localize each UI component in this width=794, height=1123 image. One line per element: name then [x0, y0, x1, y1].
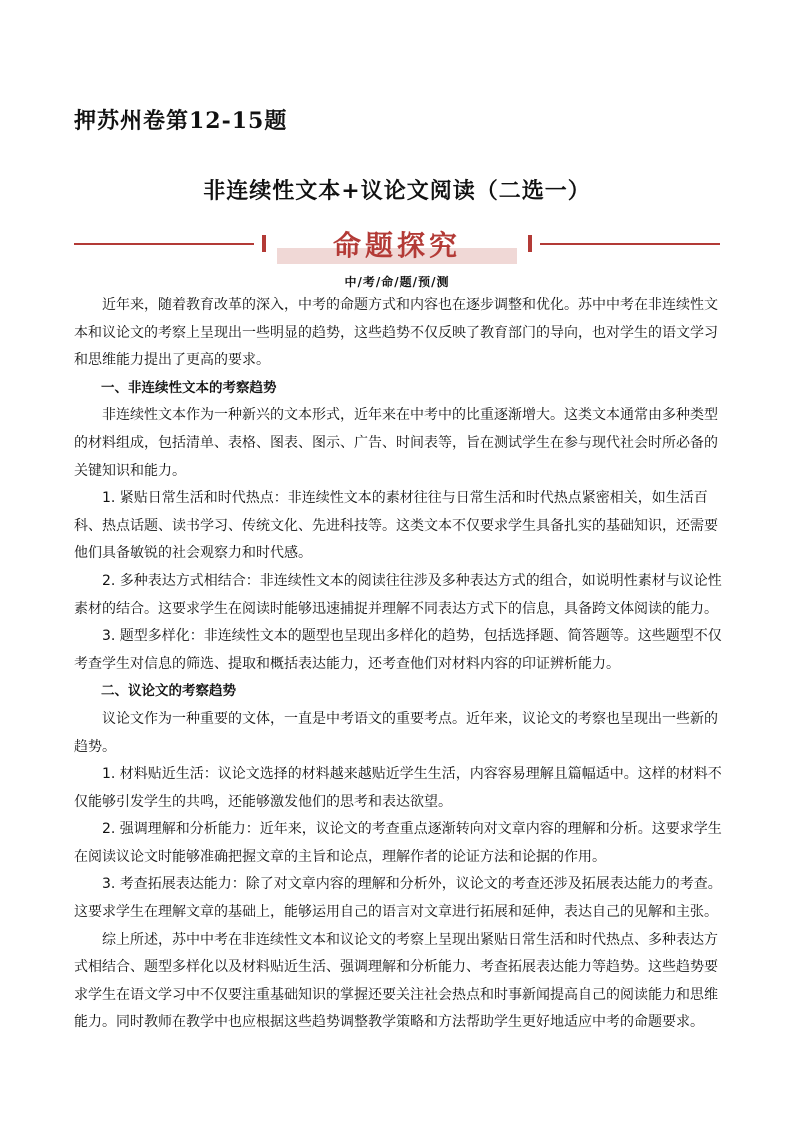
banner-subheading: 中/考/命/题/预/测 — [344, 275, 450, 289]
section-banner — [74, 228, 720, 268]
list-item: 3. 考查拓展表达能力：除了对文章内容的理解和分析外，议论文的考查还涉及拓展表达能力的考查。这要求学生在理解文章的基础上，能够运用自己的语言对文章进行拓展和延伸，表达自己的见解和主张。 — [74, 876, 722, 921]
conclusion-paragraph: 综上所述，苏中中考在非连续性文本和议论文的考察上呈现出紧贴日常生活和时代热点、多种表达方式相结合、题型多样化以及材料贴近生活、强调理解和分析能力、考查拓展表达能力等趋势。这些趋势要求学生在语文学习中不仅要注重基础知识的掌握还要关注社会热点和时事新闻提高自己的阅读能力和思维能力。同时教师在教学中也应根据这些趋势调整教学策略和方法帮助学生更好地适应中考的命题要求。 — [74, 931, 718, 1031]
body-paragraph: 议论文作为一种重要的文体，一直是中考语文的重要考点。近年来，议论文的考察也呈现出一些新的趋势。 — [74, 710, 718, 755]
banner-bar-right — [528, 235, 532, 252]
body-paragraph: 非连续性文本作为一种新兴的文本形式，近年来在中考中的比重逐渐增大。这类文本通常由多种类型的材料组成，包括清单、表格、图表、图示、广告、时间表等，旨在测试学生在参与现代社会时所必备的关键知识和能力。 — [74, 407, 718, 479]
intro-paragraph: 近年来，随着教育改革的深入，中考的命题方式和内容也在逐步调整和优化。苏中中考在非连续性文本和议论文的考察上呈现出一些明显的趋势，这些趋势不仅反映了教育部门的导向，也对学生的语文学习和思维能力提出了更高的要求。 — [74, 297, 718, 369]
list-item: 3. 题型多样化：非连续性文本的题型也呈现出多样化的趋势，包括选择题、简答题等。这些题型不仅考查学生对信息的筛选、提取和概括表达能力，还考查他们对材料内容的印证辨析能力。 — [74, 628, 722, 672]
section-title: 非连续性文本+议论文阅读（二选一） — [203, 178, 591, 204]
list-item: 1. 材料贴近生活：议论文选择的材料越来越贴近学生生活，内容容易理解且篇幅适中。这样的材料不仅能够引发学生的共鸣，还能够激发他们的思考和表达欲望。 — [74, 766, 722, 810]
section-heading: 一、非连续性文本的考察趋势 — [101, 379, 277, 396]
list-item: 2. 强调理解和分析能力：近年来，议论文的考查重点逐渐转向对文章内容的理解和分析。这要求学生在阅读议论文时能够准确把握文章的主旨和论点，理解作者的论证方法和论据的作用。 — [74, 821, 722, 865]
section-heading: 二、议论文的考察趋势 — [101, 683, 236, 700]
banner-label: 命题探究 — [332, 229, 461, 262]
page-title: 押苏州卷第12-15题 — [74, 108, 288, 134]
banner-line-right — [540, 243, 720, 245]
banner-line-left — [74, 243, 254, 245]
list-item: 1. 紧贴日常生活和时代热点：非连续性文本的素材往往与日常生活和时代热点紧密相关，如生活百科、热点话题、读书学习、传统文化、先进科技等。这类文本不仅要求学生具备扎实的基础知识，还需要他们具备敏锐的社会观察力和时代感。 — [74, 490, 718, 562]
banner-bar-left — [262, 235, 266, 252]
article-body — [74, 292, 722, 1037]
list-item: 2. 多种表达方式相结合：非连续性文本的阅读往往涉及多种表达方式的组合，如说明性素材与议论性素材的结合。这要求学生在阅读时能够迅速捕捉并理解不同表达方式下的信息，具备跨文体阅读的能力。 — [74, 572, 722, 617]
